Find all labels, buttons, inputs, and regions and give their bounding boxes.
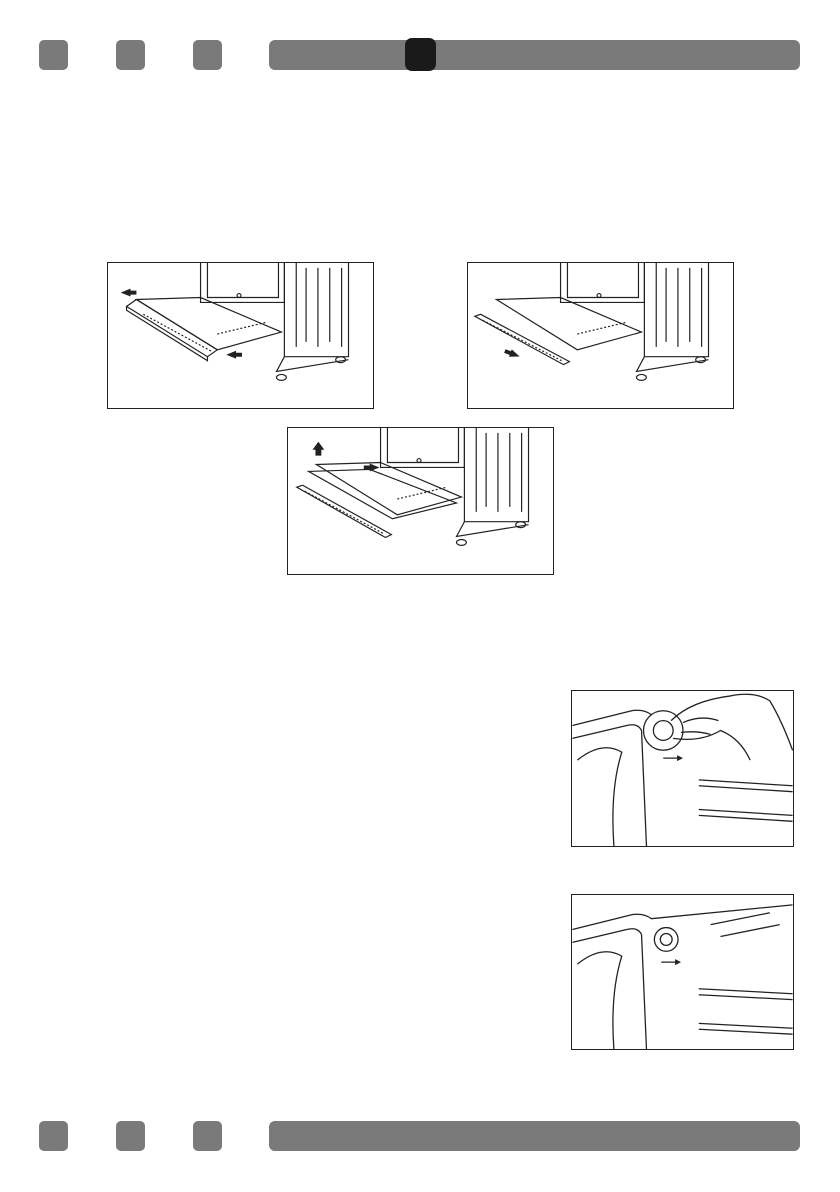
oven-door-glass-lift-figure — [287, 427, 554, 575]
lamp-cover-removed-figure — [571, 894, 794, 1050]
footer-square-3 — [193, 1121, 222, 1151]
oven-door-hinge-illustration — [108, 263, 373, 408]
header-square-1 — [39, 40, 68, 70]
footer-square-2 — [116, 1121, 145, 1151]
lamp-cover-removed-illustration — [572, 895, 793, 1049]
footer-bar — [269, 1121, 800, 1151]
page-marker-tab — [405, 38, 436, 71]
oven-door-glass-lift-illustration — [288, 428, 553, 574]
header-bar — [269, 40, 800, 70]
header-square-2 — [116, 40, 145, 70]
oven-door-glass-strip-illustration — [468, 263, 733, 408]
lamp-cover-unscrew-figure — [571, 690, 794, 847]
hand-unscrew-lamp-cover-illustration — [572, 691, 793, 846]
header-square-3 — [193, 40, 222, 70]
oven-door-glass-strip-figure — [467, 262, 734, 409]
oven-door-hinge-figure — [107, 262, 374, 409]
footer-square-1 — [39, 1121, 68, 1151]
